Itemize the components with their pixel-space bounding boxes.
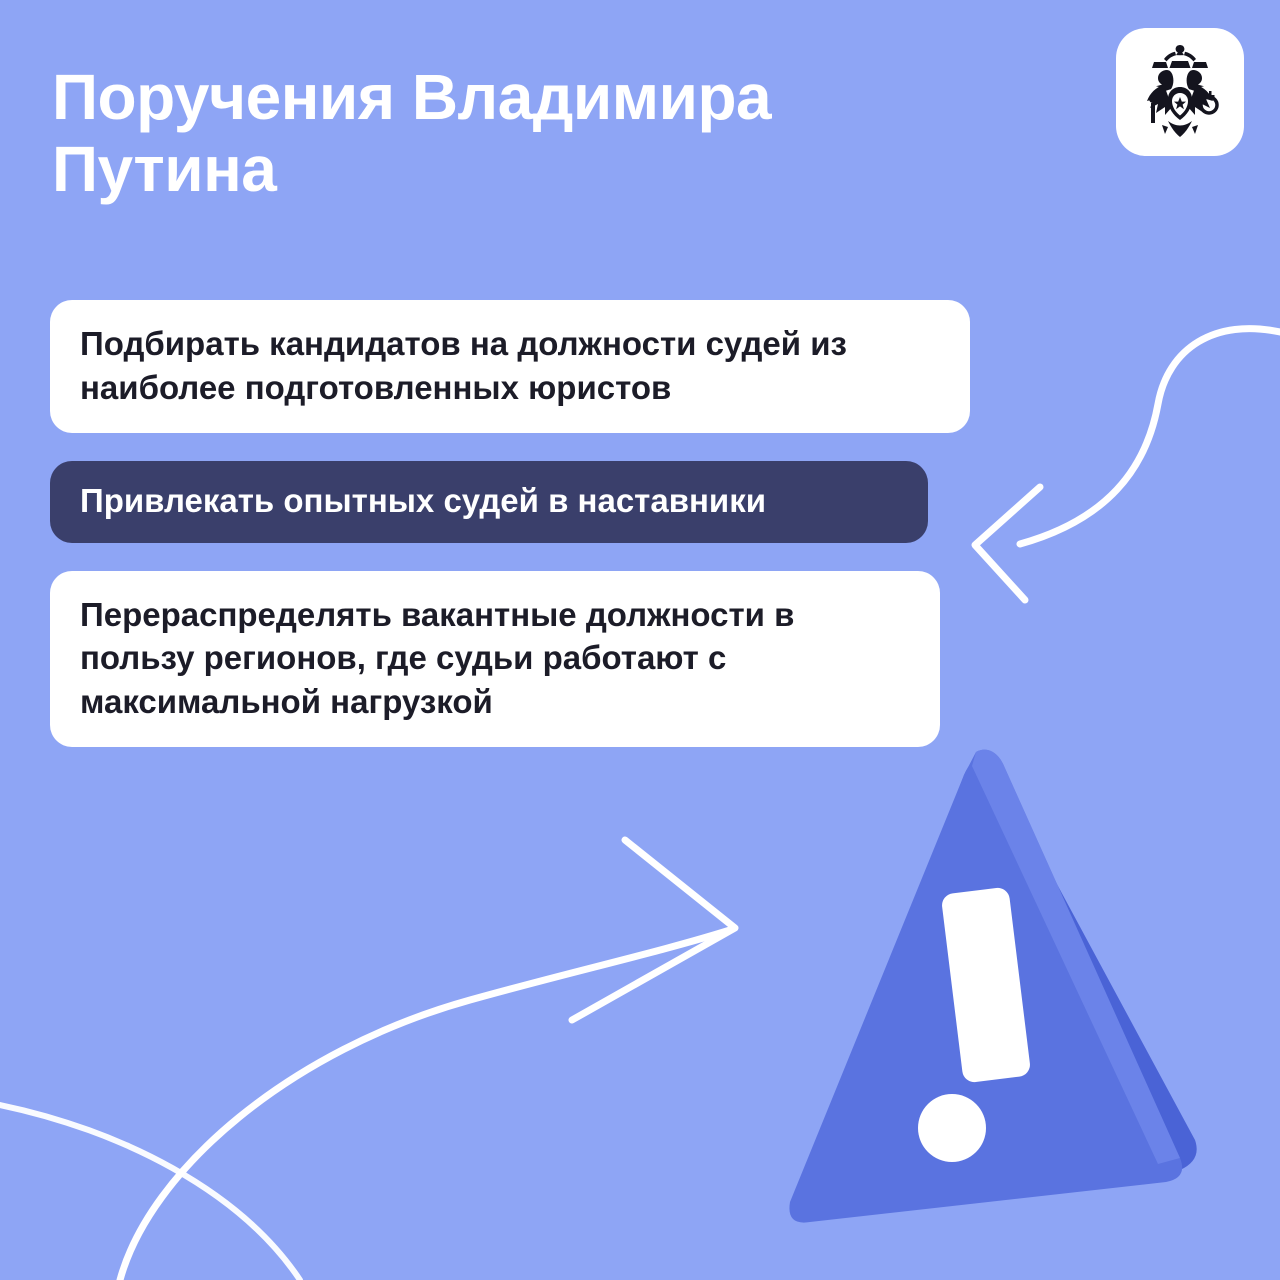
statement-text-2: Привлекать опытных судей в наставники [80, 482, 767, 520]
curved-arrow-bottom-path [120, 930, 730, 1280]
statement-card-2 [50, 461, 928, 543]
page-title: Поручения Владимира Путина [52, 61, 772, 205]
decorative-arc [0, 1105, 300, 1280]
statement-card-1 [50, 300, 970, 433]
russian-coat-of-arms-icon [1134, 43, 1226, 141]
curved-arrow-bottom-head [572, 840, 735, 1020]
exclamation-triangle-icon [740, 740, 1210, 1240]
statements-list [50, 300, 1000, 747]
exclamation-dot [918, 1094, 986, 1162]
emblem-badge [1116, 28, 1244, 156]
curved-arrow-top-path [1020, 329, 1280, 544]
statement-text-1: Подбирать кандидатов на должности судей из наиболее подготовленных юристов [80, 325, 847, 406]
statement-text-3: Перераспределять вакантные должности в пользу регионов, где судьи работают с максимальной нагрузкой [80, 595, 795, 720]
statement-card-3 [50, 571, 940, 748]
